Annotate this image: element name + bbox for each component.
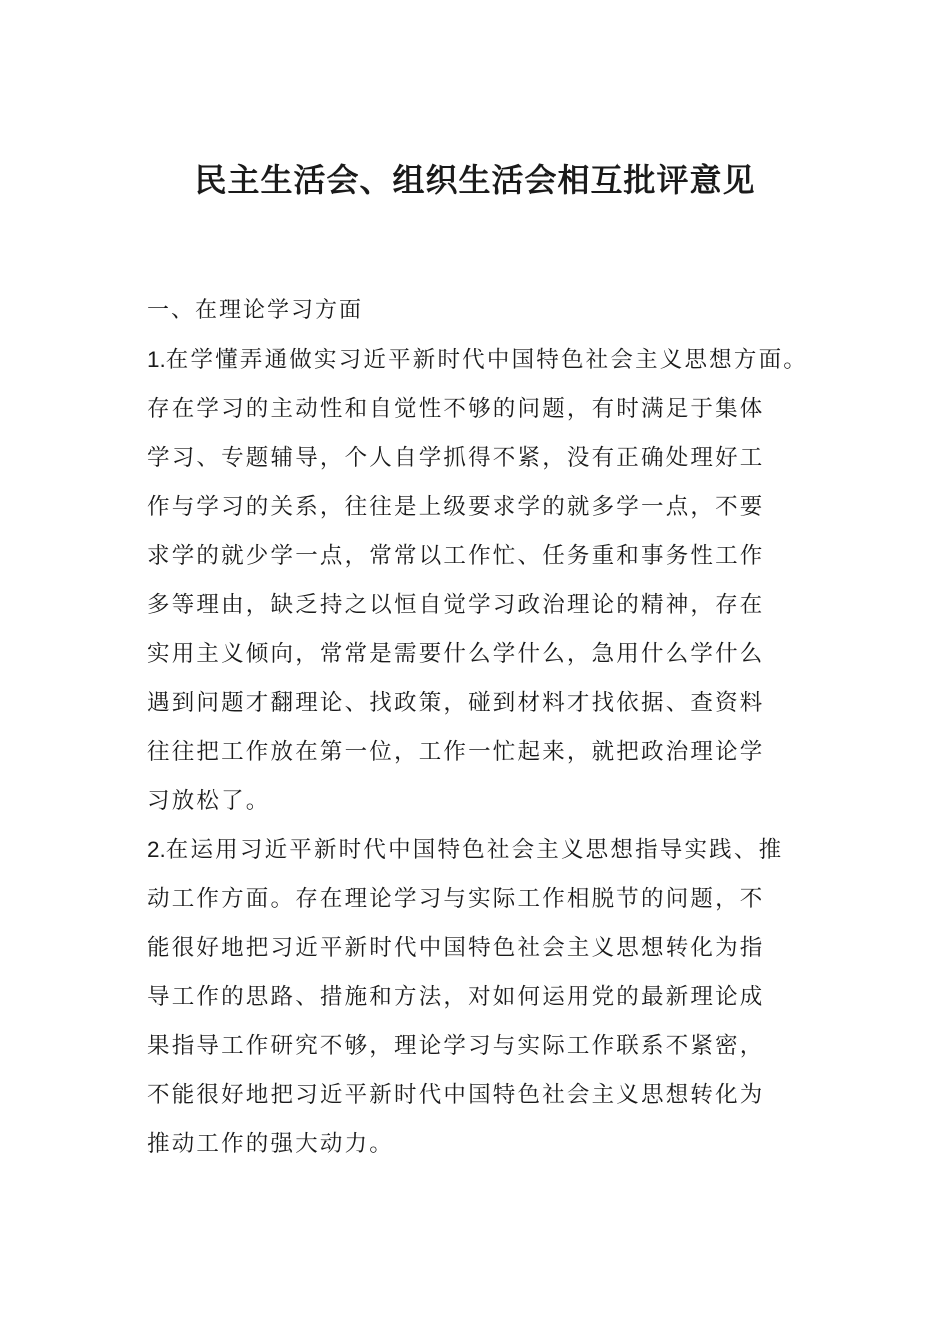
paragraph-2-line-5: 果指导工作研究不够，理论学习与实际工作联系不紧密， (147, 1033, 765, 1059)
paragraph-1-line-1 (147, 340, 808, 380)
paragraph-1-line-5: 求学的就少学一点，常常以工作忙、任务重和事务性工作 (147, 543, 765, 569)
paragraph-1-line-4: 作与学习的关系，往往是上级要求学的就多学一点，不要 (147, 494, 765, 520)
paragraph-1-line-2: 存在学习的主动性和自觉性不够的问题，有时满足于集体 (147, 396, 765, 422)
paragraph-2-text: 在运用习近平新时代中国特色社会主义思想指导实践、推 (165, 837, 784, 863)
paragraph-1-line-3: 学习、专题辅导，个人自学抓得不紧，没有正确处理好工 (147, 445, 765, 471)
paragraph-1-line-6: 多等理由，缺乏持之以恒自觉学习政治理论的精神，存在 (147, 592, 765, 618)
document-title: 民主生活会、组织生活会相互批评意见 (194, 161, 756, 199)
paragraph-2-line-1 (147, 830, 783, 870)
item-number-2: 2. (147, 837, 166, 862)
paragraph-1-line-8: 遇到问题才翻理论、找政策，碰到材料才找依据、查资料 (147, 690, 765, 716)
paragraph-2-line-2: 动工作方面。存在理论学习与实际工作相脱节的问题，不 (147, 886, 765, 912)
paragraph-1-text: 在学懂弄通做实习近平新时代中国特色社会主义思想方面。 (165, 347, 808, 373)
section-heading: 一、在理论学习方面 (147, 298, 364, 323)
paragraph-2-line-3: 能很好地把习近平新时代中国特色社会主义思想转化为指 (147, 935, 765, 961)
paragraph-2-line-7: 推动工作的强大动力。 (147, 1131, 395, 1157)
paragraph-2-line-4: 导工作的思路、措施和方法，对如何运用党的最新理论成 (147, 984, 765, 1010)
item-number-1: 1. (147, 347, 166, 372)
paragraph-1-line-7: 实用主义倾向，常常是需要什么学什么，急用什么学什么 (147, 641, 765, 667)
paragraph-2-line-6: 不能很好地把习近平新时代中国特色社会主义思想转化为 (147, 1082, 765, 1108)
paragraph-1-line-9: 往往把工作放在第一位，工作一忙起来，就把政治理论学 (147, 739, 765, 765)
paragraph-1-line-10: 习放松了。 (147, 788, 271, 814)
